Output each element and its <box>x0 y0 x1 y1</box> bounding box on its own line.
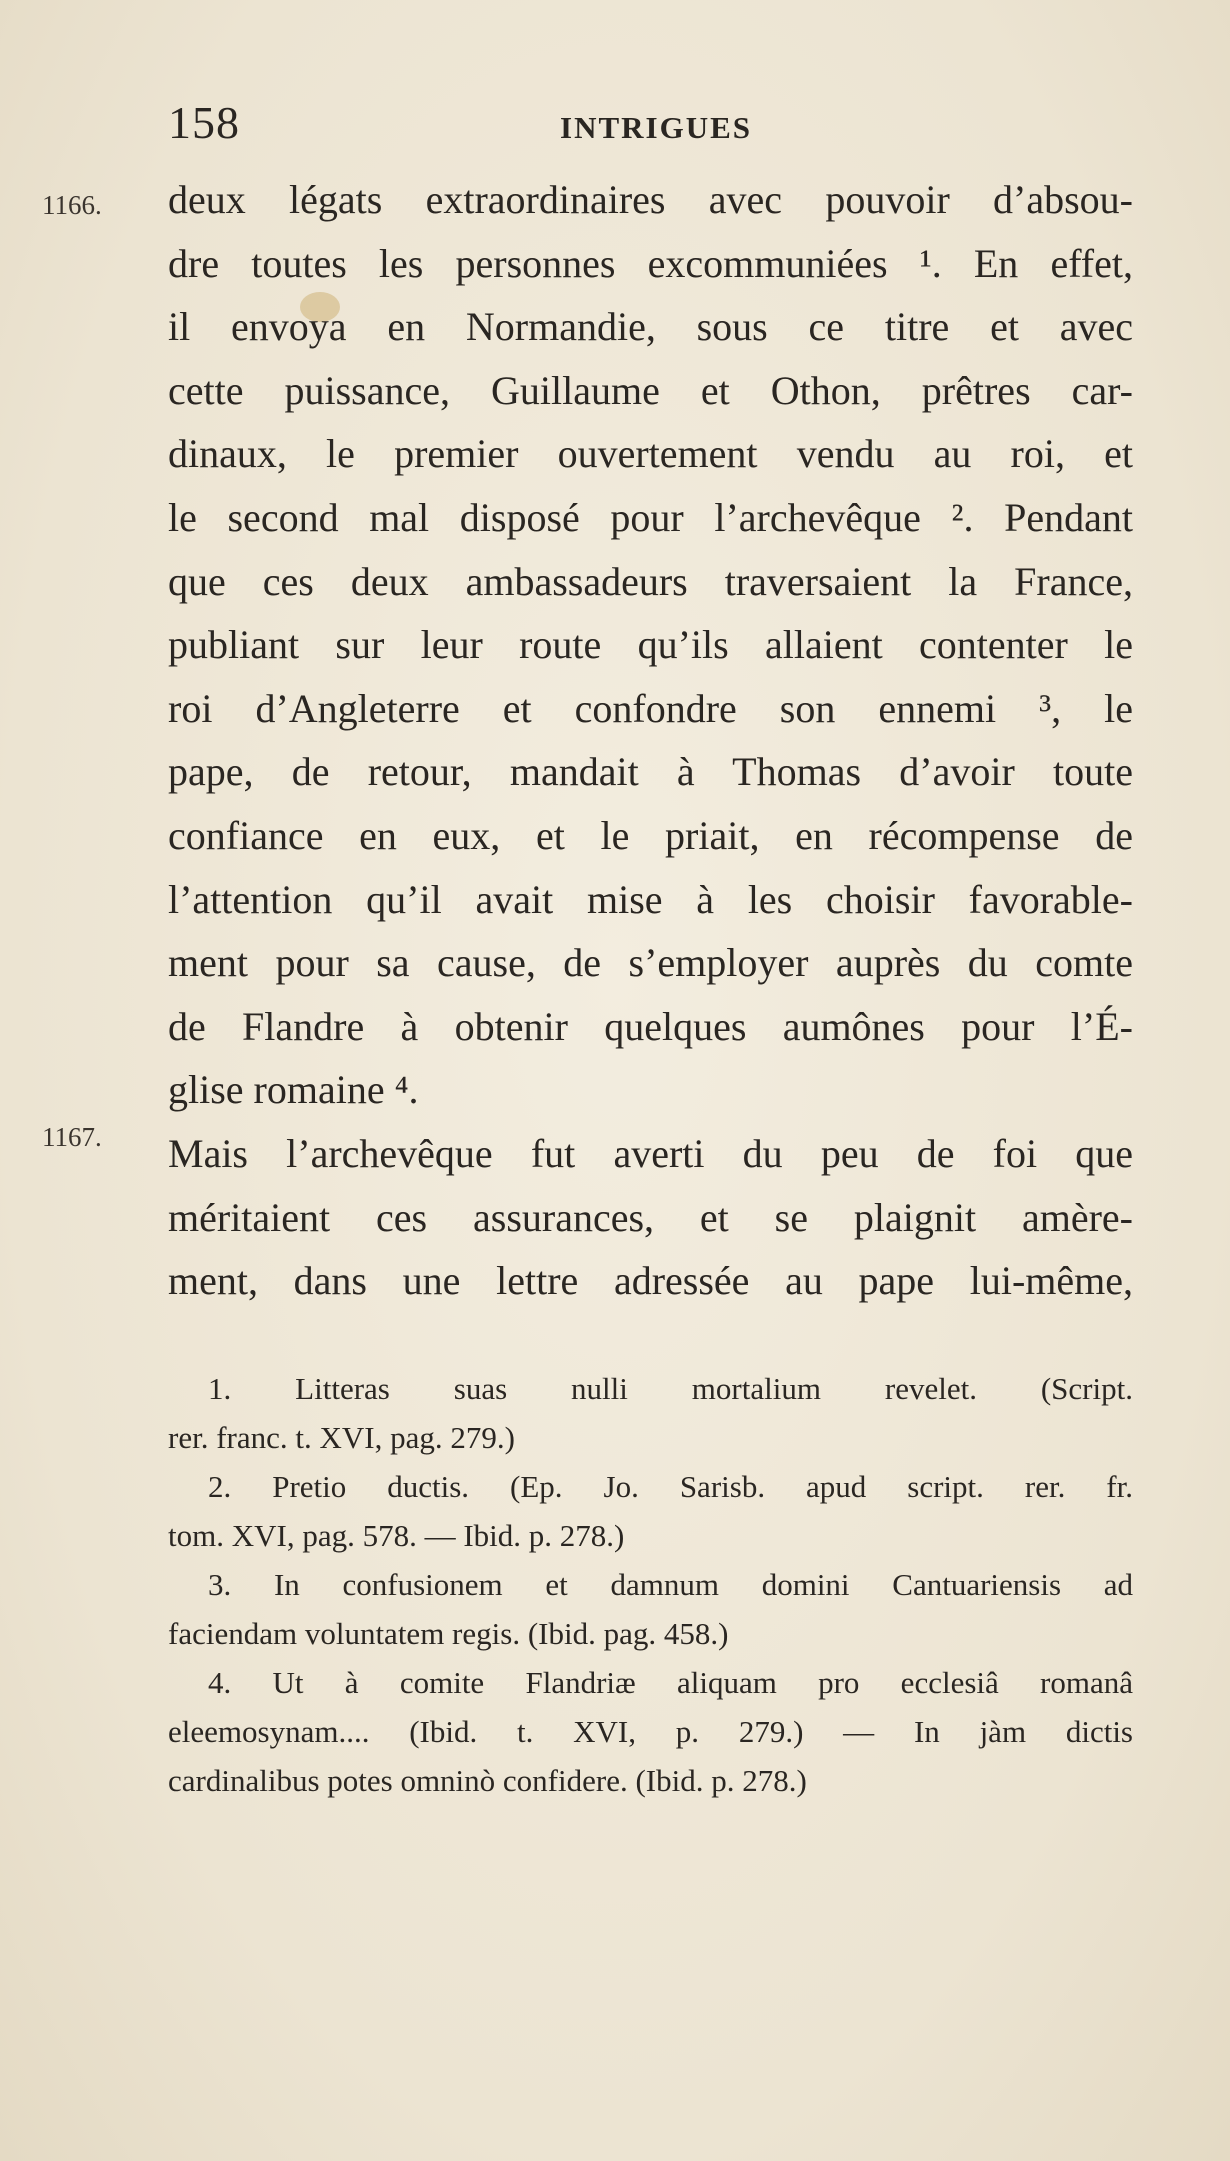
page-number: 158 <box>168 97 240 148</box>
text-line: deux légats extraordinaires avec pouvoir d’absou- <box>168 177 1133 222</box>
footnote-line: 3. In confusionem et damnum domini Cantuariensis ad <box>208 1567 1133 1602</box>
text-line: que ces deux ambassadeurs traversaient la France, <box>168 558 1133 604</box>
text-line: glise romaine ⁴. <box>168 1067 419 1113</box>
footnote-line: faciendam voluntatem regis. (Ibid. pag. 458.) <box>168 1616 729 1651</box>
text-line: dinaux, le premier ouvertement vendu au roi, et <box>168 431 1133 477</box>
footnote-line: 1. Litteras suas nulli mortalium revelet. (Script. <box>208 1371 1133 1406</box>
text-line: Mais l’archevêque fut averti du peu de foi que <box>168 1130 1133 1176</box>
text-line: il envoya en Normandie, sous ce titre et avec <box>168 304 1133 350</box>
text-line: de Flandre à obtenir quelques aumônes pour l’É- <box>168 1003 1133 1049</box>
page-header <box>0 96 1230 156</box>
text-line: méritaient ces assurances, et se plaignit amère- <box>168 1194 1133 1240</box>
text-line: ment pour sa cause, de s’employer auprès du comte <box>168 940 1133 986</box>
footnote-line: 2. Pretio ductis. (Ep. Jo. Sarisb. apud script. rer. fr. <box>208 1469 1133 1504</box>
body-text <box>168 168 1133 1313</box>
text-line: confiance en eux, et le priait, en récompense de <box>168 812 1133 858</box>
text-line: ment, dans une lettre adressée au pape lui-même, <box>168 1258 1133 1304</box>
footnote-line: rer. franc. t. XVI, pag. 279.) <box>168 1420 515 1455</box>
text-line: pape, de retour, mandait à Thomas d’avoir toute <box>168 749 1133 795</box>
footnote-line: 4. Ut à comite Flandriæ aliquam pro ecclesiâ romanâ <box>208 1665 1133 1700</box>
text-line: roi d’Angleterre et confondre son ennemi ³, le <box>168 685 1133 731</box>
footnote-line: eleemosynam.... (Ibid. t. XVI, p. 279.) — In jàm dictis <box>168 1714 1133 1749</box>
text-line: cette puissance, Guillaume et Othon, prêtres car- <box>168 367 1133 413</box>
text-line: publiant sur leur route qu’ils allaient contenter le <box>168 622 1133 668</box>
footnotes <box>168 1364 1133 1805</box>
footnote-line: cardinalibus potes omninò confidere. (Ibid. p. 278.) <box>168 1763 807 1798</box>
margin-year: 1166. <box>42 190 102 220</box>
text-line: le second mal disposé pour l’archevêque ². Pendant <box>168 494 1133 540</box>
footnote-line: tom. XVI, pag. 578. — Ibid. p. 278.) <box>168 1518 625 1553</box>
text-line: dre toutes les personnes excommuniées ¹. En effet, <box>168 240 1133 286</box>
text-line: l’attention qu’il avait mise à les choisir favorable- <box>168 876 1133 922</box>
running-head: INTRIGUES <box>560 110 752 145</box>
margin-year: 1167. <box>42 1122 102 1152</box>
